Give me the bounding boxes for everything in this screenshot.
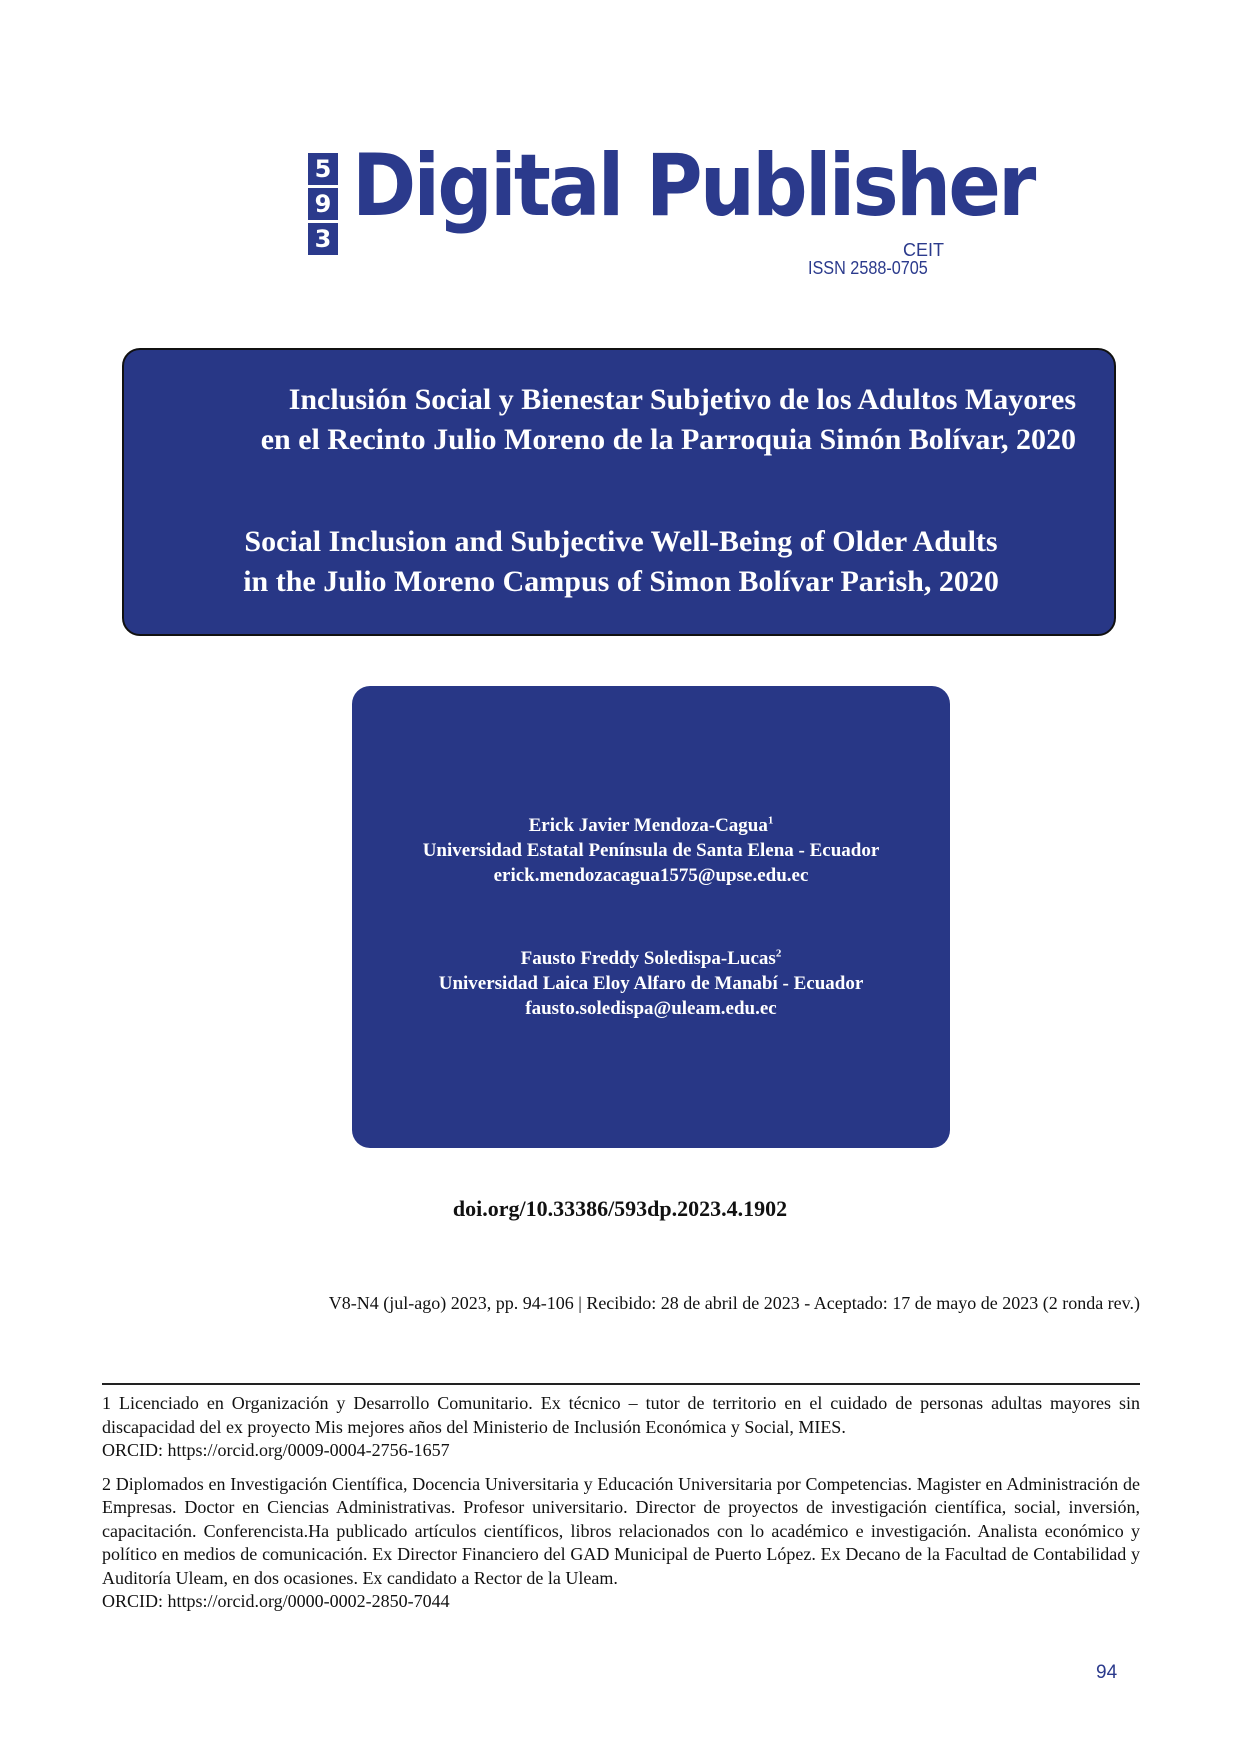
title-spanish (166, 380, 1076, 460)
author-affiliation: Universidad Estatal Península de Santa Elena - Ecuador (422, 840, 880, 861)
title-line: in the Julio Moreno Campus of Simon Bolívar Parish, 2020 (243, 565, 999, 598)
author-name-line (352, 813, 950, 838)
title-line: Inclusión Social y Bienestar Subjetivo de los Adultos Mayores (288, 383, 1076, 416)
issn: ISSN 2588-0705 (808, 258, 928, 278)
author-email[interactable]: erick.mendozacagua1575@upse.edu.ec (493, 865, 809, 886)
author-affiliation: Universidad Laica Eloy Alfaro de Manabí - Ecuador (438, 973, 864, 994)
footnote-mark: 2 (775, 947, 782, 960)
footnote-divider (102, 1383, 1140, 1385)
footnote-mark: 1 (767, 814, 774, 827)
authors-box (352, 686, 950, 1148)
title-line: Social Inclusion and Subjective Well-Being of Older Adults (244, 525, 998, 558)
footnote-text: 2 Diplomados en Investigación Científica, Docencia Universitaria y Educación Universitaria por Competencias. Magister en Administración de Empresas. Doctor en Ciencias Administrativas. Profesor universitario. Director de proyectos de investigación científica, social, inversión, capacitación. Conferencista.Ha publicado artículos científicos, libros relacionados con lo académico e investigación. Analista económico y político en medios de comunicación. Ex Director Financiero del GAD Municipal de Puerto López. Ex Decano de la Facultad de Contabilidad y Auditoría Uleam, en dos ocasiones. Ex candidato a Rector de la Uleam. (102, 1473, 1140, 1588)
author-block (352, 813, 950, 888)
page-number: 94 (1096, 1662, 1118, 1683)
author-block (352, 946, 950, 1021)
footnote-text: 1 Licenciado en Organización y Desarrollo Comunitario. Ex técnico – tutor de territorio en el cuidado de personas adultas mayores sin discapacidad del ex proyecto Mis mejores años del Ministerio de Inclusión Económica y Social, MIES. (102, 1393, 1140, 1437)
logo-name: Digital Publisher (352, 136, 1034, 236)
logo-digit: 9 (308, 188, 338, 220)
logo-digits (308, 153, 342, 258)
orcid-link[interactable]: ORCID: https://orcid.org/0000-0002-2850-7044 (102, 1591, 450, 1611)
doi-link[interactable]: doi.org/10.33386/593dp.2023.4.1902 (452, 1196, 788, 1221)
author-name: Fausto Freddy Soledispa-Lucas (520, 948, 776, 969)
logo-digit: 5 (308, 153, 338, 185)
logo-digit: 3 (308, 223, 338, 255)
footnotes (102, 1392, 1140, 1624)
author-name: Erick Javier Mendoza-Cagua (528, 815, 768, 836)
author-email[interactable]: fausto.soledispa@uleam.edu.ec (525, 998, 777, 1019)
author-name-line (352, 946, 950, 971)
footnote (102, 1392, 1140, 1463)
issue-meta: V8-N4 (jul-ago) 2023, pp. 94-106 | Recibido: 28 de abril de 2023 - Aceptado: 17 de mayo de 2023 (2 ronda rev.) (328, 1293, 1140, 1313)
orcid-link[interactable]: ORCID: https://orcid.org/0009-0004-2756-1657 (102, 1440, 450, 1460)
title-box (122, 348, 1116, 636)
journal-logo (308, 136, 1034, 285)
title-line: en el Recinto Julio Moreno de la Parroquia Simón Bolívar, 2020 (260, 423, 1076, 456)
footnote (102, 1473, 1140, 1614)
title-english (166, 522, 1076, 602)
logo-subtitle: CEIT (903, 240, 945, 260)
